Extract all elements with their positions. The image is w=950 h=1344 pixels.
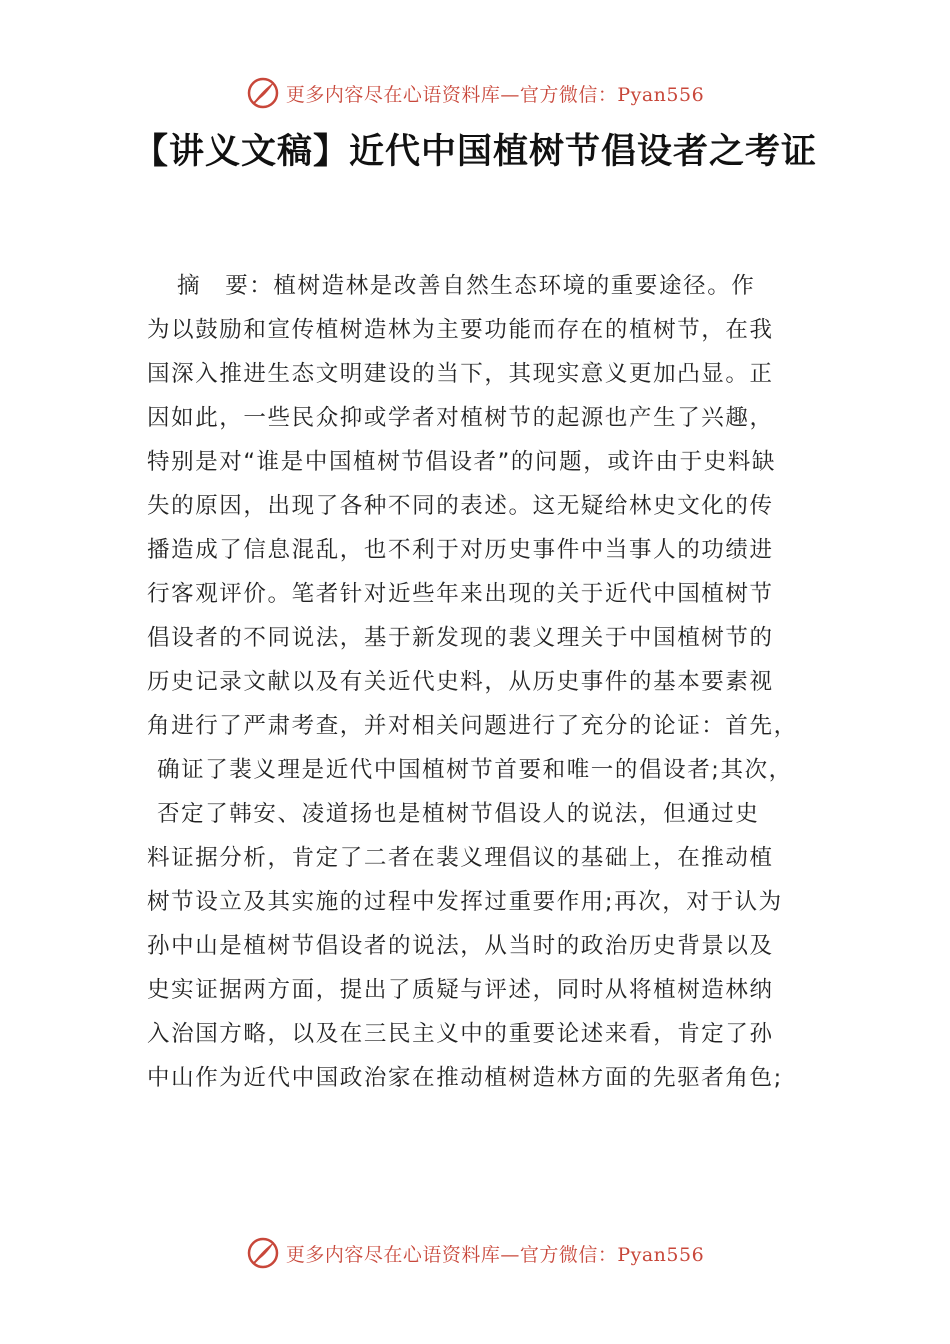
text-line: 孙中山是植树节倡设者的说法，从当时的政治历史背景以及 bbox=[147, 933, 774, 959]
text-line: 行客观评价。笔者针对近些年来出现的关于近代中国植树节 bbox=[147, 581, 774, 607]
text-line: 树节设立及其实施的过程中发挥过重要作用;再次，对于认为 bbox=[147, 889, 783, 915]
text-line: 料证据分析，肯定了二者在裴义理倡议的基础上，在推动植 bbox=[147, 845, 774, 871]
text-line: 国深入推进生态文明建设的当下，其现实意义更加凸显。正 bbox=[147, 361, 774, 387]
text-line: 失的原因，出现了各种不同的表述。这无疑给林史文化的传 bbox=[147, 493, 774, 519]
text-line: 历史记录文献以及有关近代史料，从历史事件的基本要素视 bbox=[147, 669, 774, 695]
abstract-body bbox=[147, 268, 815, 1104]
text-line: 为以鼓励和宣传植树造林为主要功能而存在的植树节，在我 bbox=[147, 317, 774, 343]
document-title: 【讲义文稿】近代中国植树节倡设者之考证 bbox=[132, 132, 817, 172]
header-watermark bbox=[0, 76, 950, 110]
text-line: 史实证据两方面，提出了质疑与评述，同时从将植树造林纳 bbox=[147, 977, 774, 1003]
footer-watermark bbox=[0, 1236, 950, 1270]
text-line: 摘 要：植树造林是改善自然生态环境的重要途径。作 bbox=[177, 273, 756, 299]
quill-seal-icon bbox=[246, 76, 280, 110]
text-line: 确证了裴义理是近代中国植树节首要和唯一的倡设者;其次， bbox=[157, 757, 793, 783]
text-line: 因如此，一些民众抑或学者对植树节的起源也产生了兴趣， bbox=[147, 405, 774, 431]
watermark-text: 更多内容尽在心语资料库—官方微信：Pyan556 bbox=[285, 83, 705, 106]
quill-seal-icon bbox=[246, 1236, 280, 1270]
text-line: 中山作为近代中国政治家在推动植树造林方面的先驱者角色; bbox=[147, 1065, 783, 1091]
text-line: 倡设者的不同说法，基于新发现的裴义理关于中国植树节的 bbox=[147, 625, 774, 651]
text-line: 角进行了严肃考查，并对相关问题进行了充分的论证：首先， bbox=[147, 713, 798, 739]
watermark-text: 更多内容尽在心语资料库—官方微信：Pyan556 bbox=[285, 1243, 705, 1266]
text-line: 播造成了信息混乱，也不利于对历史事件中当事人的功绩进 bbox=[147, 537, 774, 563]
text-line: 入治国方略，以及在三民主义中的重要论述来看，肯定了孙 bbox=[147, 1021, 774, 1047]
text-line: 特别是对“谁是中国植树节倡设者”的问题，或许由于史料缺 bbox=[147, 449, 777, 475]
text-line: 否定了韩安、凌道扬也是植树节倡设人的说法，但通过史 bbox=[157, 801, 760, 827]
